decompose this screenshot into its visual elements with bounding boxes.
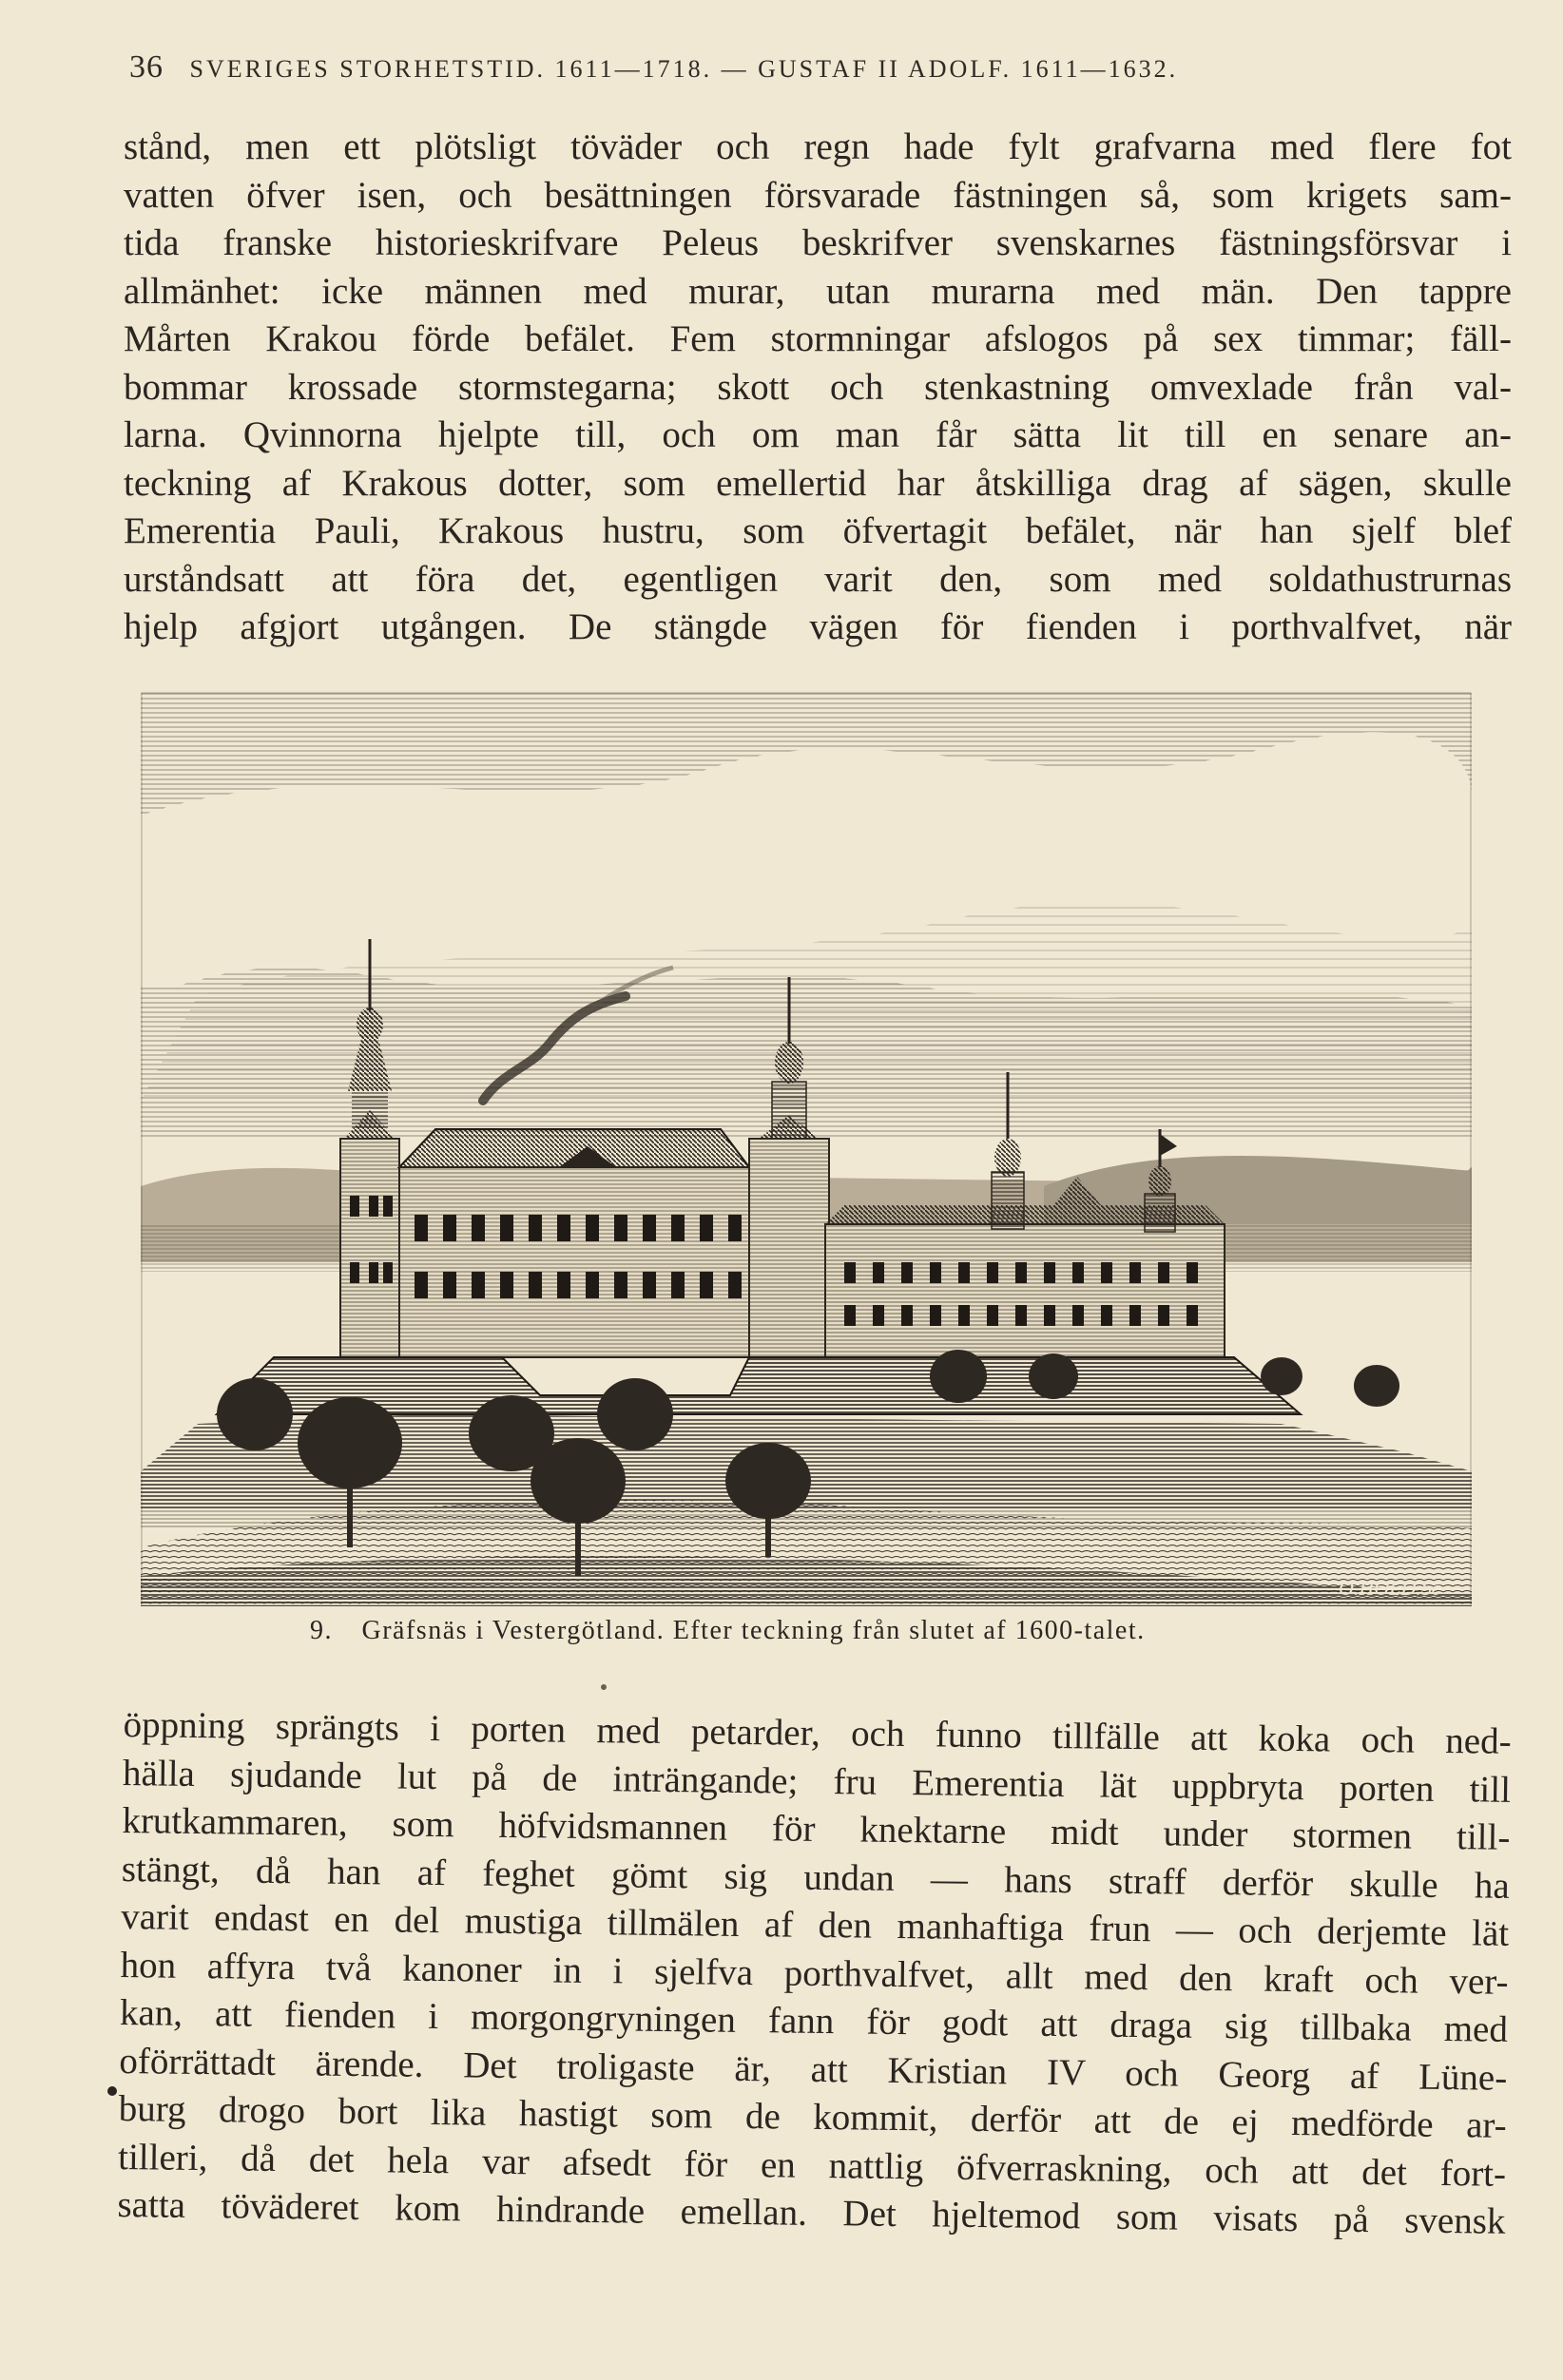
body-text-bottom xyxy=(117,1701,1512,2246)
text-line: burg drogo bort lika hastigt som de kommit, derför att de ej medförde ar- xyxy=(118,2087,1507,2146)
text-line: öppning sprängts i porten med petarder, och funno tillfälle att koka och ned- xyxy=(123,1703,1512,1762)
text-line: urståndsatt att föra det, egentligen varit den, som med soldathustrurnas xyxy=(124,558,1512,600)
running-head-title: SVERIGES STORHETSTID. 1611—1718. — GUSTAF II ADOLF. 1611—1632. xyxy=(189,55,1179,83)
text-line: hon affyra två kanoner in i sjelfva porthvalfvet, allt med den kraft och ver- xyxy=(120,1944,1509,2003)
text-line: tilleri, då det hela var afsedt för en nattlig öfverraskning, och att det fort- xyxy=(117,2136,1507,2195)
text-line: tida franske historieskrifvare Peleus beskrifver svenskarnes fästningsförsvar i xyxy=(124,222,1512,263)
text-line: bommar krossade stormstegarna; skott och stenkastning omvexlade från val- xyxy=(124,366,1512,408)
figure-caption-text: Gräfsnäs i Vestergötland. Efter teckning från slutet af 1600-talet. xyxy=(361,1616,1146,1645)
text-line: teckning af Krakous dotter, som emellertid har åtskilliga drag af sägen, skulle xyxy=(124,462,1512,504)
page-number: 36 xyxy=(129,49,164,85)
text-line: oförrättadt ärende. Det troligaste är, att Kristian IV och Georg af Lüne- xyxy=(119,2040,1508,2099)
ink-spot xyxy=(601,1684,607,1690)
figure-caption xyxy=(310,1616,1356,1646)
text-line: stängt, då han af feghet gömt sig undan — hans straff derför skulle ha xyxy=(121,1848,1511,1907)
text-line: larna. Qvinnorna hjelpte till, och om man får sätta lit till en senare an- xyxy=(124,414,1512,455)
engraving-grafsnas-castle xyxy=(141,692,1472,1606)
text-line: hälla sjudande lut på de inträngande; fru Emerentia lät uppbryta porten till xyxy=(122,1752,1512,1811)
running-head xyxy=(129,49,1460,86)
text-line: hjelp afgjort utgången. De stängde vägen för fienden i porthvalfvet, när xyxy=(124,606,1512,647)
text-line: varit endast en del mustiga tillmälen af den manhaftiga frun — och derjemte lät xyxy=(120,1895,1510,1954)
text-line: vatten öfver isen, och besättningen försvarade fästningen så, som krigets sam- xyxy=(124,174,1512,216)
text-line: Mårten Krakou förde befälet. Fem stormningar afslogos på sex timmar; fäll- xyxy=(124,318,1512,359)
engraver-signature: O.HOLD.Sc xyxy=(1339,1576,1441,1600)
body-text-top xyxy=(124,124,1512,652)
text-line: Emerentia Pauli, Krakous hustru, som öfvertagit befälet, när han sjelf blef xyxy=(124,510,1512,551)
text-line: allmänhet: icke männen med murar, utan murarna med män. Den tappre xyxy=(124,270,1512,312)
text-line: stånd, men ett plötsligt töväder och regn hade fylt grafvarna med flere fot xyxy=(124,126,1512,167)
ink-dot xyxy=(107,2086,117,2096)
figure-number: 9. xyxy=(310,1616,333,1645)
text-line: satta töväderet kom hindrande emellan. Det hjeltemod som visats på svensk xyxy=(117,2183,1506,2242)
text-line: krutkammaren, som höfvidsmannen för knektarne midt under stormen till- xyxy=(122,1799,1511,1858)
text-line: kan, att fienden i morgongryningen fann för godt att draga sig tillbaka med xyxy=(119,1991,1509,2050)
